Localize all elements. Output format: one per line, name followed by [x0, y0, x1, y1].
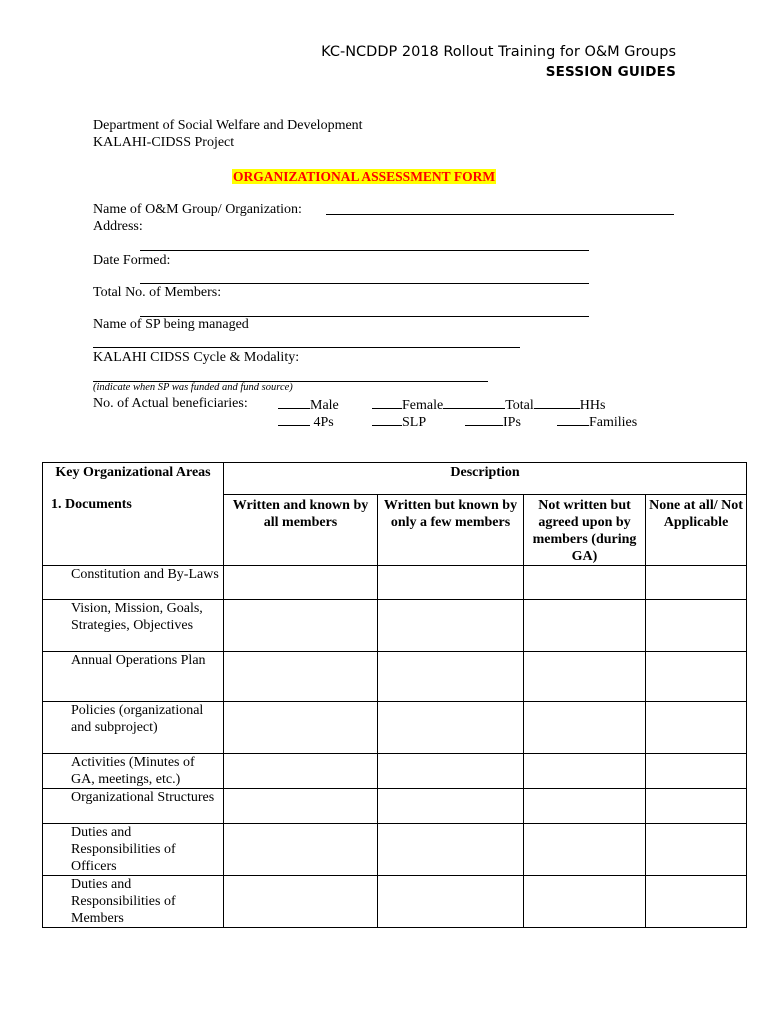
- sp-name-label: Name of SP being managed: [93, 317, 249, 332]
- 4ps-blank[interactable]: [278, 413, 310, 426]
- families-group: [557, 413, 637, 431]
- date-formed-field[interactable]: [140, 283, 589, 284]
- date-formed-label: Date Formed:: [93, 253, 171, 268]
- female-blank[interactable]: [372, 396, 402, 409]
- families-label: Families: [589, 415, 638, 430]
- ips-group: [465, 413, 521, 431]
- assessment-table: [42, 462, 747, 928]
- row-label: Duties and Responsibilities of Officers: [43, 824, 224, 876]
- group-name-field[interactable]: [326, 214, 674, 215]
- cell-written-known-all[interactable]: [224, 824, 378, 876]
- cell-written-known-all[interactable]: [224, 702, 378, 754]
- ips-label: IPs: [503, 415, 521, 430]
- cycle-modality-label: KALAHI CIDSS Cycle & Modality:: [93, 350, 300, 365]
- male-label: Male: [310, 398, 339, 413]
- cell-written-known-few[interactable]: [378, 600, 524, 652]
- group-name-label: Name of O&M Group/ Organization:: [93, 202, 302, 217]
- cell-not-written-agreed[interactable]: [524, 652, 646, 702]
- cell-not-written-agreed[interactable]: [524, 600, 646, 652]
- slp-blank[interactable]: [372, 413, 402, 426]
- cell-none-not-applicable[interactable]: [646, 754, 747, 789]
- cell-none-not-applicable[interactable]: [646, 566, 747, 600]
- table-row: [43, 652, 747, 702]
- row-label: Constitution and By-Laws: [43, 566, 224, 600]
- beneficiaries-row-2: [278, 413, 334, 431]
- form-title: ORGANIZATIONAL ASSESSMENT FORM: [233, 169, 496, 184]
- cell-not-written-agreed[interactable]: [524, 789, 646, 824]
- header-training-title: KC-NCDDP 2018 Rollout Training for O&M Groups: [321, 44, 676, 60]
- cell-none-not-applicable[interactable]: [646, 600, 747, 652]
- row-label: Duties and Responsibilities of Members: [43, 876, 224, 928]
- table-row: [43, 566, 747, 600]
- cell-not-written-agreed[interactable]: [524, 702, 646, 754]
- cell-none-not-applicable[interactable]: [646, 702, 747, 754]
- cell-written-known-few[interactable]: [378, 789, 524, 824]
- column-written-known-few: Written but known by only a few members: [378, 495, 524, 566]
- ips-blank[interactable]: [465, 413, 503, 426]
- slp-label: SLP: [402, 415, 427, 430]
- address-field[interactable]: [140, 250, 589, 251]
- key-areas-header: Key Organizational Areas: [43, 463, 224, 495]
- row-label: Vision, Mission, Goals, Strategies, Objectives: [43, 600, 224, 652]
- cell-written-known-all[interactable]: [224, 754, 378, 789]
- 4ps-label: 4Ps: [313, 415, 334, 430]
- cell-not-written-agreed[interactable]: [524, 876, 646, 928]
- header-session-guides: SESSION GUIDES: [545, 64, 676, 80]
- cell-not-written-agreed[interactable]: [524, 754, 646, 789]
- cell-written-known-few[interactable]: [378, 566, 524, 600]
- column-written-known-all: Written and known by all members: [224, 495, 378, 566]
- cell-written-known-all[interactable]: [224, 566, 378, 600]
- hhs-label: HHs: [579, 398, 606, 413]
- row-label: Organizational Structures: [43, 789, 224, 824]
- section-documents: 1. Documents: [43, 495, 224, 566]
- female-group: [372, 396, 605, 414]
- families-blank[interactable]: [557, 413, 589, 426]
- cell-written-known-all[interactable]: [224, 600, 378, 652]
- description-header: Description: [224, 463, 747, 495]
- cell-not-written-agreed[interactable]: [524, 566, 646, 600]
- table-row: [43, 702, 747, 754]
- cell-written-known-all[interactable]: [224, 652, 378, 702]
- column-none-not-applicable: None at all/ Not Applicable: [646, 495, 747, 566]
- total-label: Total: [505, 398, 534, 413]
- cell-written-known-few[interactable]: [378, 754, 524, 789]
- cell-none-not-applicable[interactable]: [646, 876, 747, 928]
- cell-none-not-applicable[interactable]: [646, 824, 747, 876]
- female-label: Female: [402, 398, 444, 413]
- table-row: [43, 789, 747, 824]
- cell-not-written-agreed[interactable]: [524, 824, 646, 876]
- beneficiaries-row-1: [278, 396, 339, 414]
- department-name: Department of Social Welfare and Development: [93, 118, 363, 133]
- cell-written-known-few[interactable]: [378, 824, 524, 876]
- slp-group: [372, 413, 426, 431]
- table-row: [43, 600, 747, 652]
- table-row: [43, 876, 747, 928]
- cell-written-known-few[interactable]: [378, 702, 524, 754]
- cell-written-known-few[interactable]: [378, 876, 524, 928]
- cell-written-known-few[interactable]: [378, 652, 524, 702]
- total-blank[interactable]: [443, 396, 505, 409]
- cell-none-not-applicable[interactable]: [646, 789, 747, 824]
- table-row: [43, 824, 747, 876]
- total-members-label: Total No. of Members:: [93, 285, 222, 300]
- project-name: KALAHI-CIDSS Project: [93, 135, 235, 150]
- cycle-note: (indicate when SP was funded and fund source): [93, 382, 293, 393]
- row-label: Activities (Minutes of GA, meetings, etc.): [43, 754, 224, 789]
- cell-written-known-all[interactable]: [224, 789, 378, 824]
- row-label: Annual Operations Plan: [43, 652, 224, 702]
- hhs-blank[interactable]: [534, 396, 580, 409]
- table-row: [43, 754, 747, 789]
- sp-name-field[interactable]: [93, 347, 520, 348]
- cell-written-known-all[interactable]: [224, 876, 378, 928]
- male-blank[interactable]: [278, 396, 310, 409]
- beneficiaries-label: No. of Actual beneficiaries:: [93, 396, 248, 411]
- row-label: Policies (organizational and subproject): [43, 702, 224, 754]
- address-label: Address:: [93, 219, 143, 234]
- cell-none-not-applicable[interactable]: [646, 652, 747, 702]
- column-not-written-agreed: Not written but agreed upon by members (during GA): [524, 495, 646, 566]
